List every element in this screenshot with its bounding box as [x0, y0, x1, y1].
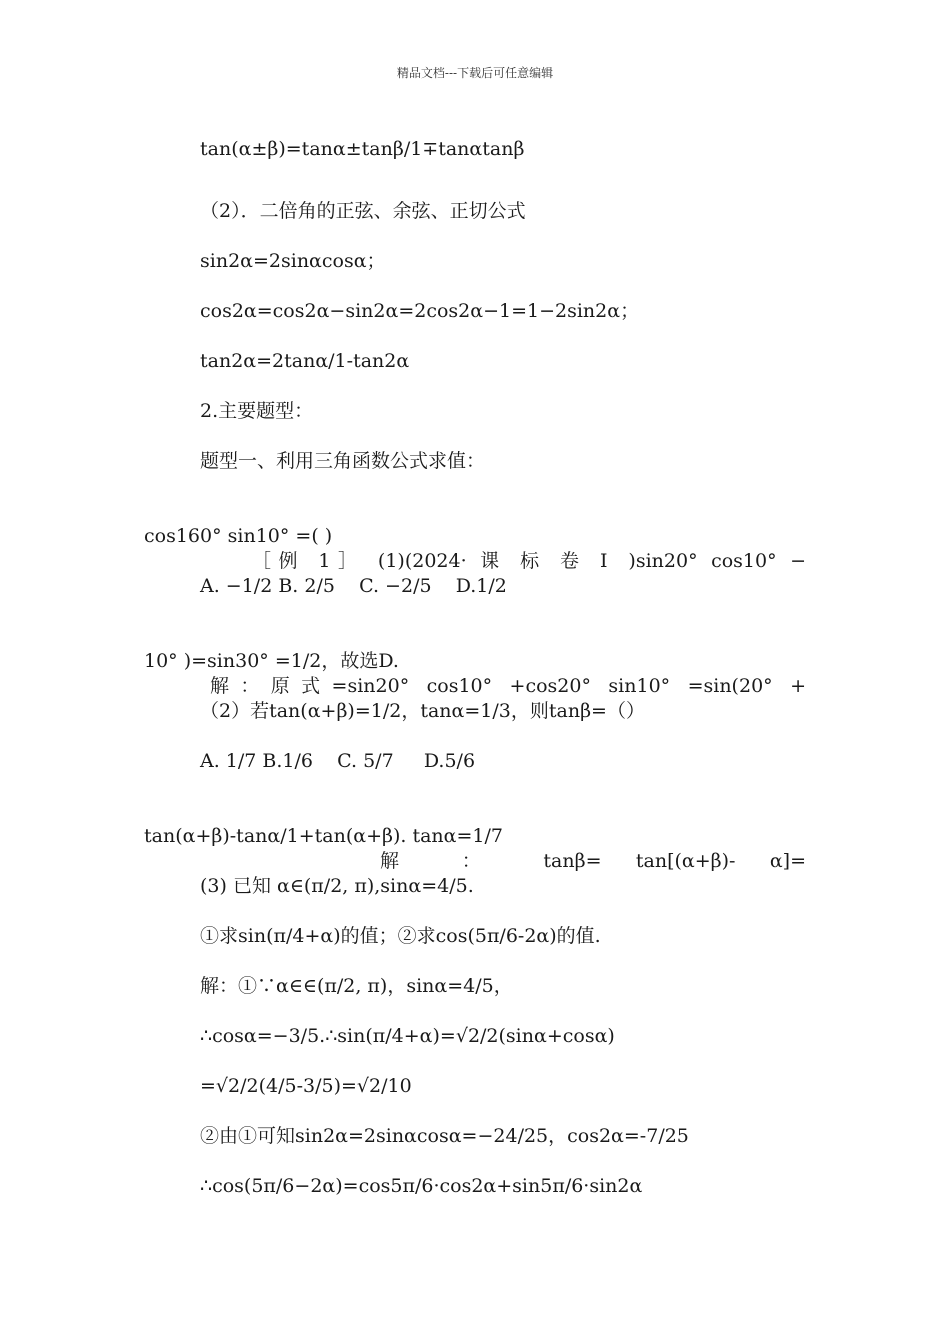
example-1-options: A. −1/2 B. 2/5 C. −2/5 D.1/2 — [200, 575, 507, 597]
example-1-line-2: cos160° sin10° =( ) — [144, 525, 333, 547]
section-heading-double-angle: （2）．二倍角的正弦、余弦、正切公式 — [200, 200, 526, 222]
solution-3-step-4: ②由①可知sin2α=2sinαcosα=−24/25，cos2α=-7/25 — [200, 1125, 689, 1147]
solution-3-step-5: ∴cos(5π/6−2α)=cos5π/6·cos2α+sin5π/6·sin2α — [200, 1175, 643, 1197]
solution-1-line-1: 解：原式=sin20° cos10° +cos20° sin10° =sin(20° + — [210, 675, 806, 697]
solution-3-step-2: ∴cosα=−3/5.∴sin(π/4+α)=√2/2(sinα+cosα) — [200, 1025, 615, 1047]
section-heading-question-types: 2.主要题型： — [200, 400, 314, 422]
solution-1-line-2: 10° )=sin30° =1/2，故选D. — [144, 650, 399, 672]
page-header: 精品文档---下载后可任意编辑 — [396, 66, 554, 80]
solution-3-step-3: =√2/2(4/5-3/5)=√2/10 — [200, 1075, 412, 1097]
example-2-question: （2）若tan(α+β)=1/2，tanα=1/3，则tanβ=（） — [200, 700, 645, 722]
example-3-given: (3) 已知 α∈(π/2, π),sinα=4/5. — [200, 875, 474, 897]
solution-2-line-2: tan(α+β)-tanα/1+tan(α+β). tanα=1/7 — [144, 825, 503, 847]
cos-double-angle-formula: cos2α=cos2α−sin2α=2cos2α−1=1−2sin2α； — [200, 300, 640, 322]
example-2-options: A. 1/7 B.1/6 C. 5/7 D.5/6 — [200, 750, 476, 772]
question-type-one-heading: 题型一、利用三角函数公式求值： — [200, 450, 486, 472]
tan-sum-formula: tan(α±β)=tanα±tanβ/1∓tanαtanβ — [200, 138, 525, 160]
example-1-line-1: ［例 1］ (1)(2024· 课 标 卷 Ⅰ )sin20° cos10° − — [252, 550, 806, 572]
tan-double-angle-formula: tan2α=2tanα/1-tan2α — [200, 350, 410, 372]
solution-3-step-1: 解：①∵α∈∈(π/2, π)，sinα=4/5， — [200, 975, 513, 997]
solution-2-line-1: 解 ： tanβ= tan[(α+β)- α]= — [380, 850, 806, 872]
example-3-questions: ①求sin(π/4+α)的值；②求cos(5π/6-2α)的值. — [200, 925, 601, 947]
sin-double-angle-formula: sin2α=2sinαcosα； — [200, 250, 386, 272]
